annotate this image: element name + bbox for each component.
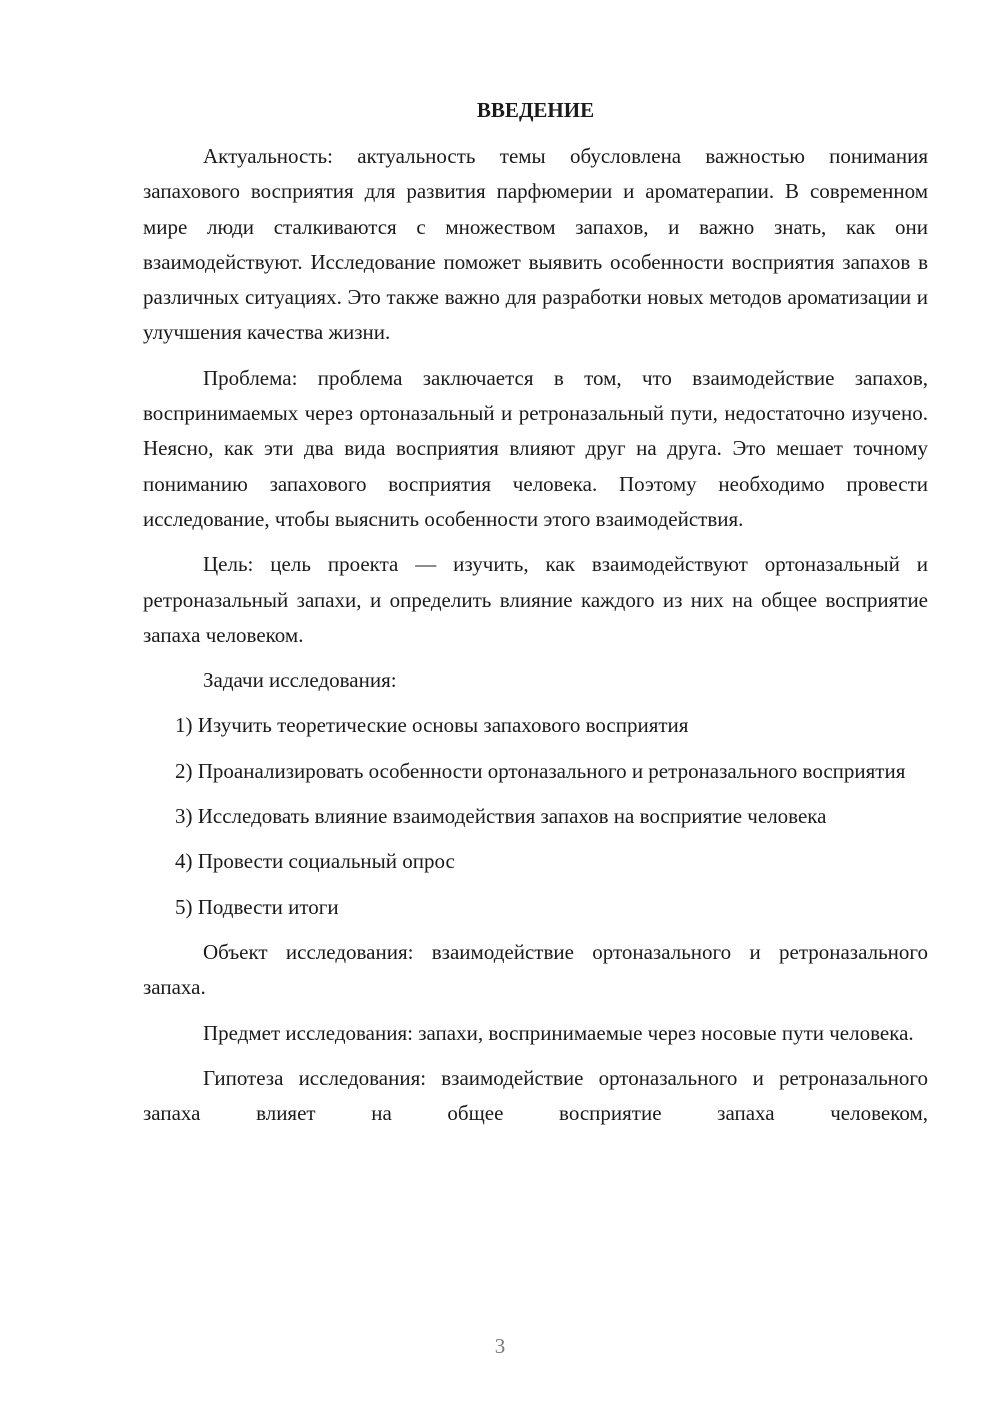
task-item-1: 1) Изучить теоретические основы запахового восприятия (175, 713, 689, 738)
task-item-4: 4) Провести социальный опрос (175, 849, 455, 874)
task-item-3: 3) Исследовать влияние взаимодействия запахов на восприятие человека (175, 804, 827, 829)
paragraph-subject: Предмет исследования: запахи, воспринимаемые через носовые пути человека. (203, 1020, 914, 1045)
paragraph-tasks-heading: Задачи исследования: (203, 668, 397, 693)
paragraph-object: Объект исследования: взаимодействие ортоназального и ретроназального запаха. (143, 939, 928, 1000)
paragraph-hypothesis: Гипотеза исследования: взаимодействие ортоназального и ретроназального запаха влияет на общее восприятие запаха человеком, (143, 1065, 928, 1126)
task-item-5: 5) Подвести итоги (175, 894, 339, 919)
section-title: ВВЕДЕНИЕ (476, 98, 595, 122)
page-content (143, 95, 928, 1141)
paragraph-goal: Цель: цель проекта — изучить, как взаимодействуют ортоназальный и ретроназальный запахи, и определить влияние каждого из них на общее восприятие запаха человеком. (143, 552, 928, 647)
task-item-2: 2) Проанализировать особенности ортоназального и ретроназального восприятия (175, 758, 906, 783)
paragraph-problem: Проблема: проблема заключается в том, что взаимодействие запахов, воспринимаемых через ортоназальный и ретроназальный пути, недостаточно изучено. Неясно, как эти два вида восприятия влияют друг на друга. Это мешает точному пониманию запахового восприятия человека. Поэтому необходимо провести исследование, чтобы выяснить особенности этого взаимодействия. (143, 365, 928, 531)
page-number: 3 (494, 1334, 506, 1358)
paragraph-relevance: Актуальность: актуальность темы обусловлена важностью понимания запахового восприятия для развития парфюмерии и ароматерапии. В современном мире люди сталкиваются с множеством запахов, и важно знать, как они взаимодействуют. Исследование поможет выявить особенности восприятия запахов в различных ситуациях. Это также важно для разработки новых методов ароматизации и улучшения качества жизни. (143, 144, 928, 345)
